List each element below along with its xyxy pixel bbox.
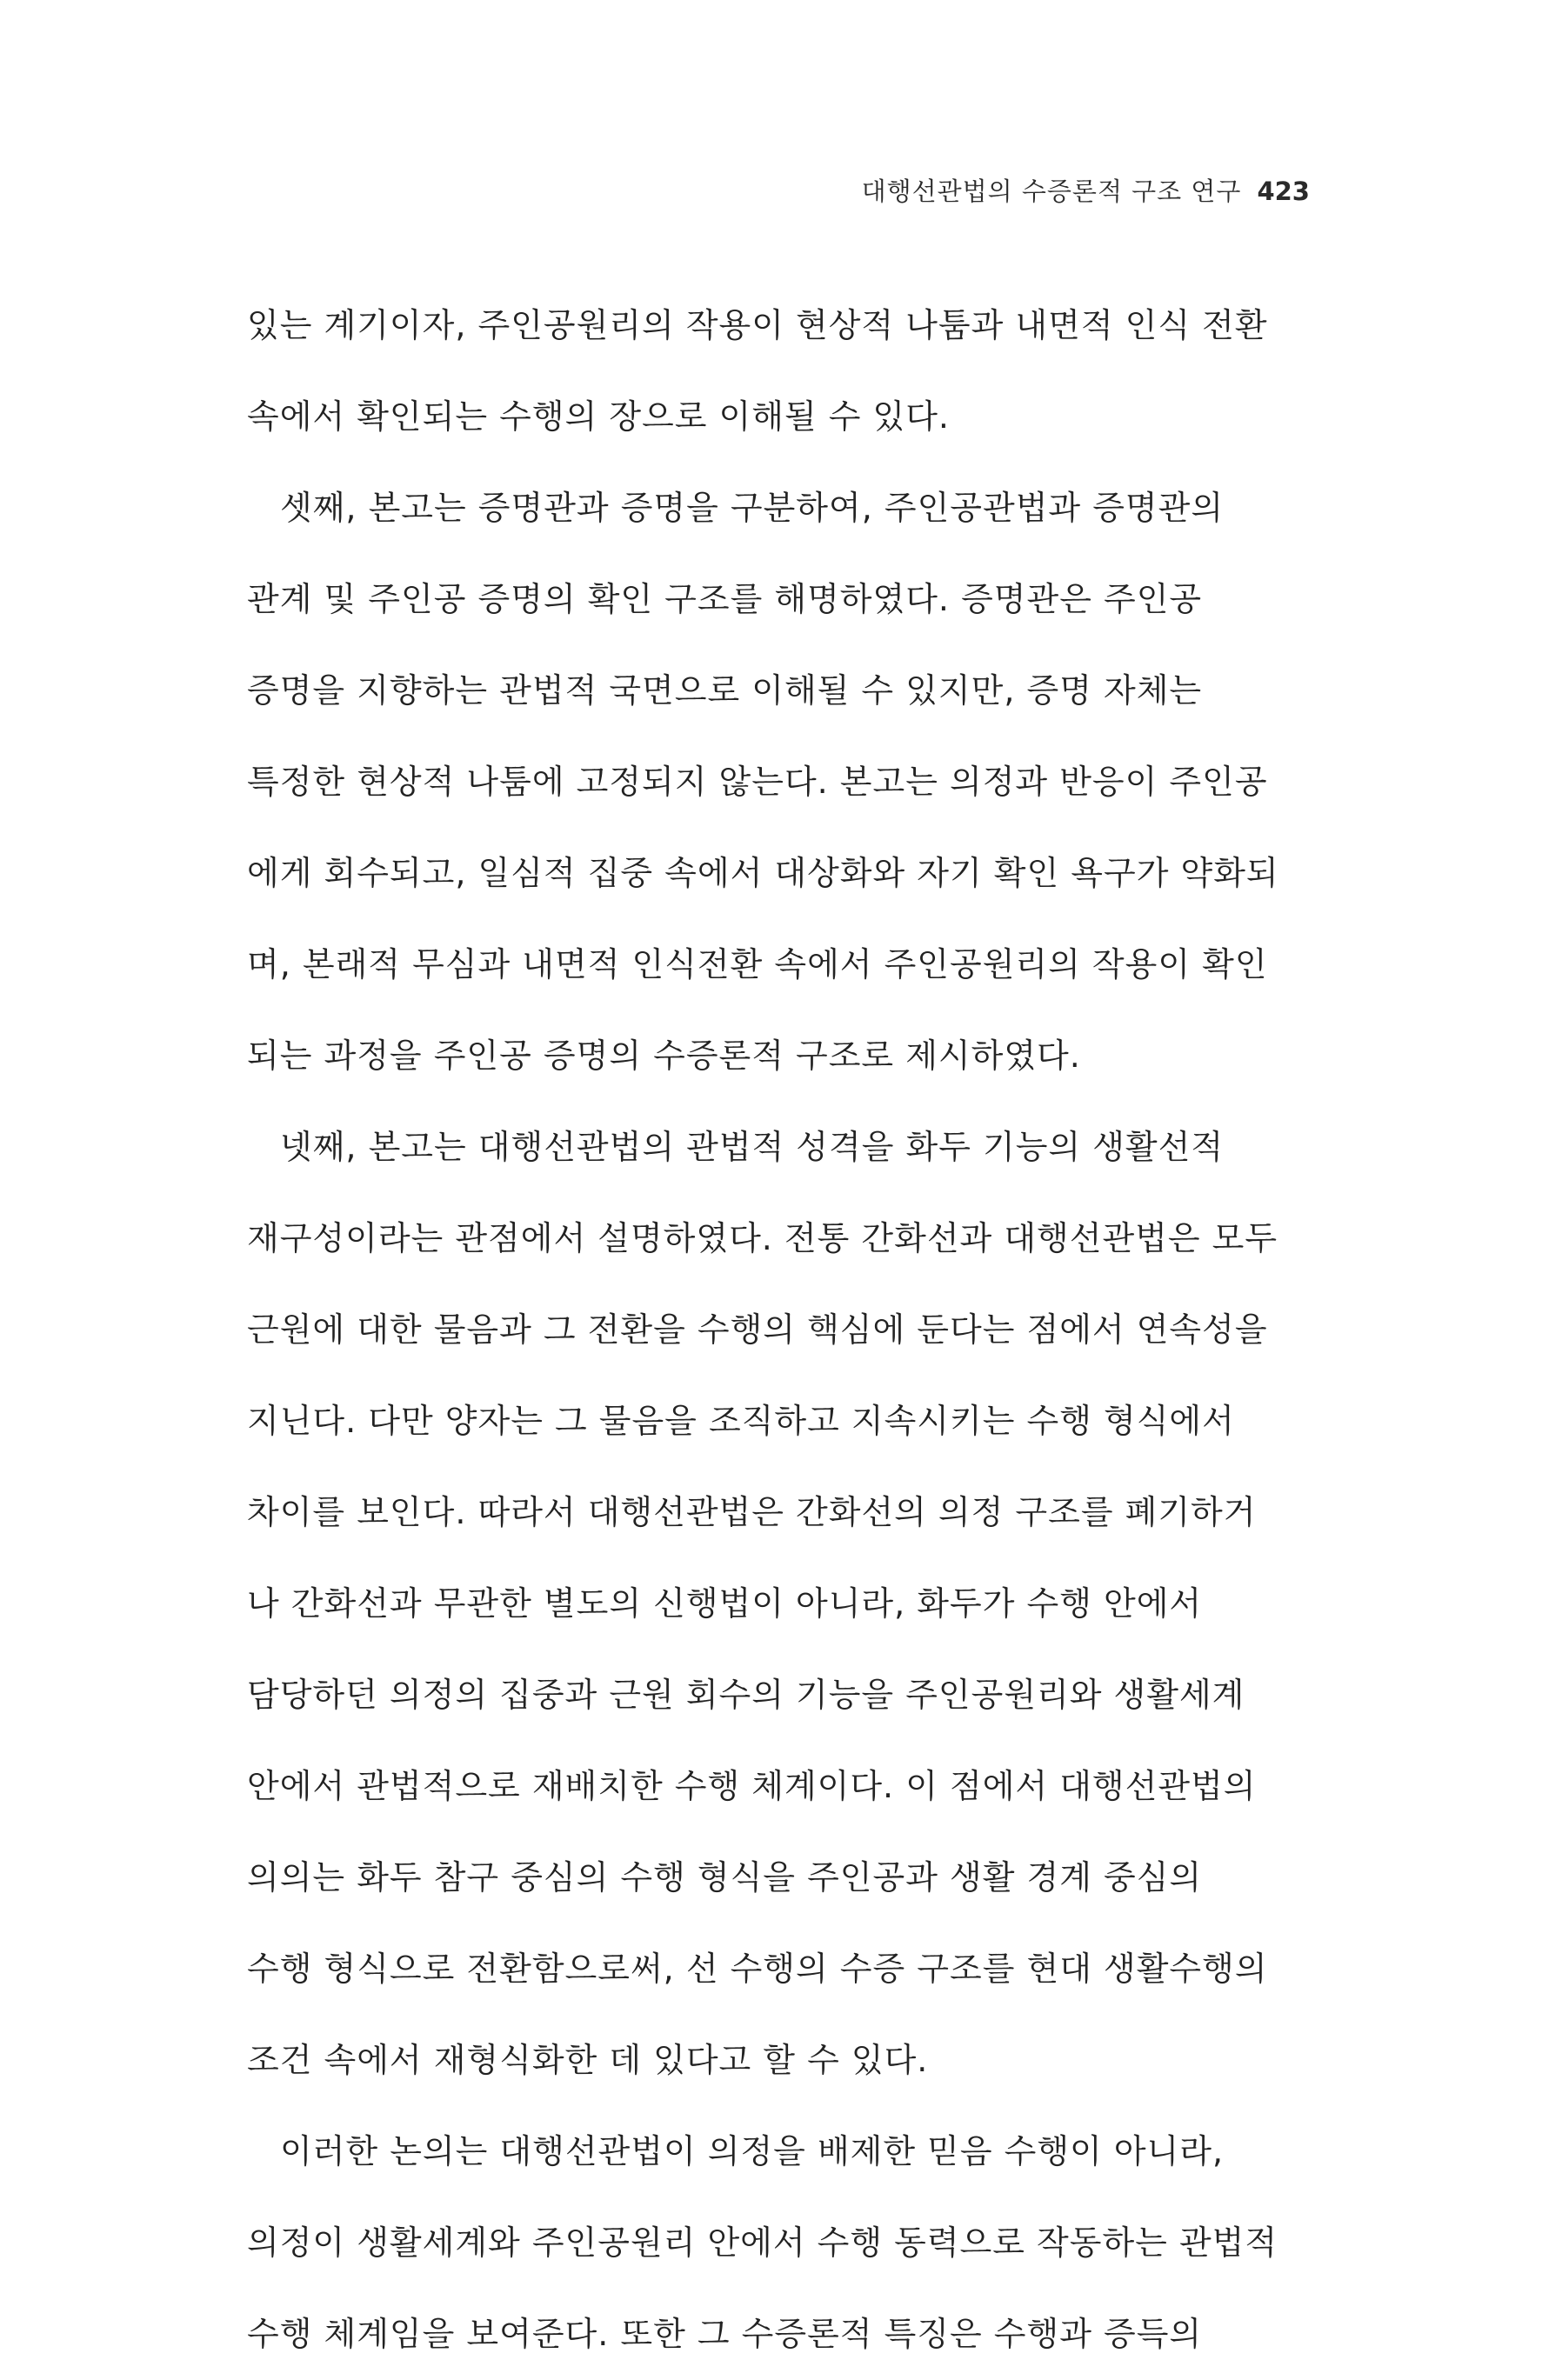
text-line: 속에서 확인되는 수행의 장으로 이해될 수 있다. <box>247 397 951 436</box>
text-line: 근원에 대한 물음과 그 전환을 수행의 핵심에 둔다는 점에서 연속성을 <box>247 1310 1268 1349</box>
text-line: 되는 과정을 주인공 증명의 수증론적 구조로 제시하였다. <box>247 1037 1081 1075</box>
running-head <box>862 172 1310 208</box>
body-text <box>247 280 1310 2380</box>
text-line: 특정한 현상적 나툼에 고정되지 않는다. 본고는 의정과 반응이 주인공 <box>247 763 1268 801</box>
text-line: 수행 형식으로 전환함으로써, 선 수행의 수증 구조를 현대 생활수행의 <box>247 1950 1268 1988</box>
text-line: 관계 및 주인공 증명의 확인 구조를 해명하였다. 증명관은 주인공 <box>247 580 1203 618</box>
running-head-title: 대행선관법의 수증론적 구조 연구 <box>861 177 1242 206</box>
text-line: 넷째, 본고는 대행선관법의 관법적 성격을 화두 기능의 생활선적 <box>280 1128 1225 1166</box>
text-line: 차이를 보인다. 따라서 대행선관법은 간화선의 의정 구조를 폐기하거 <box>247 1493 1257 1531</box>
text-line: 조건 속에서 재형식화한 데 있다고 할 수 있다. <box>247 2041 929 2079</box>
text-line: 지닌다. 다만 양자는 그 물음을 조직하고 지속시키는 수행 형식에서 <box>247 1402 1235 1440</box>
text-line: 의정이 생활세계와 주인공원리 안에서 수행 동력으로 작동하는 관법적 <box>247 2223 1278 2262</box>
text-line: 수행 체계임을 보여준다. 또한 그 수증론적 특징은 수행과 증득의 <box>247 2315 1203 2353</box>
text-line: 재구성이라는 관점에서 설명하였다. 전통 간화선과 대행선관법은 모두 <box>247 1219 1278 1257</box>
text-line: 에게 회수되고, 일심적 집중 속에서 대상화와 자기 확인 욕구가 약화되 <box>247 854 1279 892</box>
text-line: 나 간화선과 무관한 별도의 신행법이 아니라, 화두가 수행 안에서 <box>247 1584 1203 1623</box>
text-line: 며, 본래적 무심과 내면적 인식전환 속에서 주인공원리의 작용이 확인 <box>247 945 1268 983</box>
text-line: 셋째, 본고는 증명관과 증명을 구분하여, 주인공관법과 증명관의 <box>280 489 1225 527</box>
text-line: 이러한 논의는 대행선관법이 의정을 배제한 믿음 수행이 아니라, <box>280 2132 1225 2170</box>
text-line: 증명을 지향하는 관법적 국면으로 이해될 수 있지만, 증명 자체는 <box>247 671 1203 710</box>
text-line: 있는 계기이자, 주인공원리의 작용이 현상적 나툼과 내면적 인식 전환 <box>247 306 1268 344</box>
page-number: 423 <box>1257 177 1310 206</box>
text-line: 의의는 화두 참구 중심의 수행 형식을 주인공과 생활 경계 중심의 <box>247 1858 1203 1897</box>
text-line: 담당하던 의정의 집중과 근원 회수의 기능을 주인공원리와 생활세계 <box>247 1676 1245 1714</box>
text-line: 안에서 관법적으로 재배치한 수행 체계이다. 이 점에서 대행선관법의 <box>247 1767 1257 1805</box>
